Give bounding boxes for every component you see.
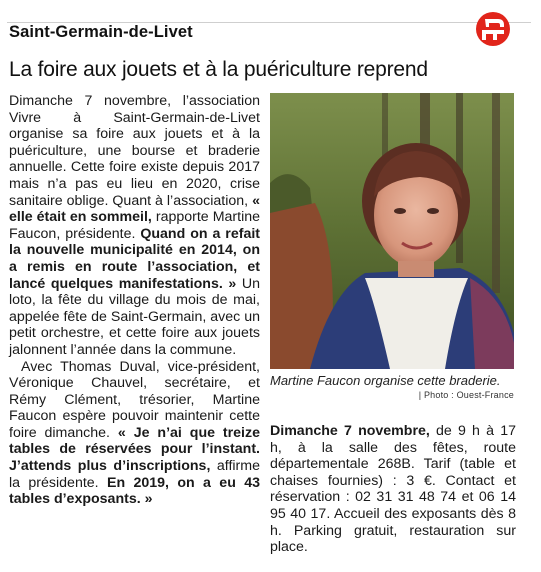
quote-bold: En 2019, on a eu 43 tables d’exposants. »	[9, 474, 261, 508]
paragraph-2	[9, 359, 260, 508]
article-body	[9, 93, 260, 508]
text: Avec Thomas Duval, vice-président, Véronique Chauvel, secrétaire, et Rémy Clément, trésorier, Martine Faucon espère pouvoir maintenir cette foire dimanche.	[9, 358, 260, 441]
ouest-france-logo-icon	[474, 10, 512, 48]
quote-bold: « elle était en sommeil,	[9, 192, 260, 226]
quote-bold: « Je n’ai que treize tables de réservées pour l’instant. J’attends plus d’inscriptions,	[9, 424, 260, 475]
text: Un loto, la fête du village du mois de mai, appelée fête de Saint-Germain, avec un petit orchestre, et cette foire aux jouets jalonnent l’année dans la commune.	[9, 275, 261, 358]
practical-info	[270, 423, 516, 556]
text: Dimanche 7 novembre, l’association Vivre à Saint-Germain-de-Livet organise sa foire aux jouets et à la puériculture, une bourse et braderie annuelle. Cette foire existe depuis 2017 mais n’a pas eu lieu en 2020, crise sanitaire oblige. Quant à l’association,	[9, 93, 260, 209]
photo-credit: | Photo : Ouest-France	[418, 390, 514, 400]
text: rapporte Martine Faucon, présidente.	[9, 209, 260, 242]
info-date: Dimanche 7 novembre,	[270, 423, 430, 439]
quote-bold: Quand on a refait la nouvelle municipalité en 2014, on a remis en route l’association, et lancé quelques manifestations. »	[9, 225, 261, 292]
info-details: de 9 h à 17 h, à la salle des fêtes, route départementale 268B. Tarif (table et chaises fournies) : 3 €. Contact et réservation : 02 31 31 48 74 et 06 14 95 40 17. Accueil des exposants dès 8 h. Parking gratuit, restauration sur place.	[270, 423, 516, 556]
paragraph-1	[9, 93, 260, 359]
photo-caption: Martine Faucon organise cette braderie.	[270, 373, 501, 388]
article-headline: La foire aux jouets et à la puériculture reprend	[9, 58, 428, 81]
text: affirme la présidente.	[9, 458, 260, 491]
article-photo	[270, 93, 514, 369]
section-title: Saint-Germain-de-Livet	[9, 23, 193, 41]
